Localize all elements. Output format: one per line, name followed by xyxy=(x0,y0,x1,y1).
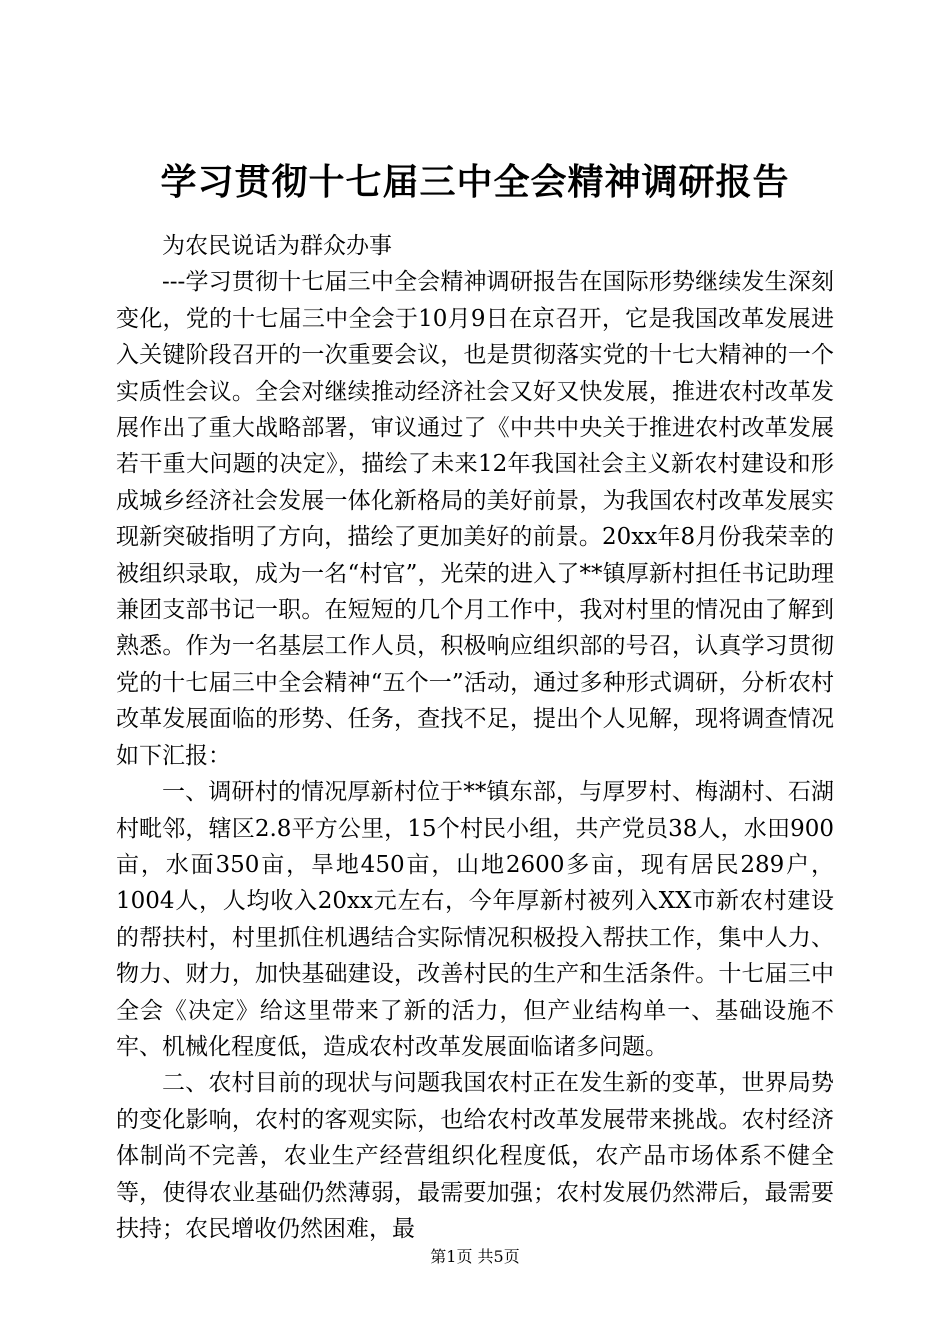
page-footer: 第1页 共5页 xyxy=(430,1247,520,1266)
section-two-paragraph: 二、农村目前的现状与问题我国农村正在发生新的变革，世界局势的变化影响，农村的客观实际，也给农村改革发展带来挑战。农村经济体制尚不完善，农业生产经营组织化程度低，农产品市场体系不健全等，使得农业基础仍然薄弱，最需要加强；农村发展仍然滞后，最需要扶持；农民增收仍然困难，最 xyxy=(116,1070,834,1242)
intro-paragraph: ---学习贯彻十七届三中全会精神调研报告在国际形势继续发生深刻变化，党的十七届三中全会于10月9日在京召开，它是我国改革发展进入关键阶段召开的一次重要会议，也是贯彻落实党的十七大精神的一个实质性会议。全会对继续推动经济社会又好又快发展，推进农村改革发展作出了重大战略部署，审议通过了《中共中央关于推进农村改革发展若干重大问题的决定》，描绘了未来12年我国社会主义新农村建设和形成城乡经济社会发展一体化新格局的美好前景，为我国农村改革发展实现新突破指明了方向，描绘了更加美好的前景。20xx年8月份我荣幸的被组织录取，成为一名“村官”，光荣的进入了**镇厚新村担任书记助理兼团支部书记一职。在短短的几个月工作中，我对村里的情况由了解到熟悉。作为一名基层工作人员，积极响应组织部的号召，认真学习贯彻党的十七届三中全会精神“五个一”活动，通过多种形式调研，分析农村改革发展面临的形势、任务，查找不足，提出个人见解，现将调查情况如下汇报： xyxy=(116,269,834,769)
document-title: 学习贯彻十七届三中全会精神调研报告 xyxy=(160,161,790,203)
section-one-paragraph: 一、调研村的情况厚新村位于**镇东部，与厚罗村、梅湖村、石湖村毗邻，辖区2.8平方公里，15个村民小组，共产党员38人，水田900亩，水面350亩，旱地450亩，山地2600多亩，现有居民289户，1004人，人均收入20xx元左右，今年厚新村被列入XX市新农村建设的帮扶村，村里抓住机遇结合实际情况积极投入帮扶工作，集中人力、物力、财力，加快基础建设，改善村民的生产和生活条件。十七届三中全会《决定》给这里带来了新的活力，但产业结构单一、基础设施不牢、机械化程度低，造成农村改革发展面临诸多问题。 xyxy=(116,779,834,1060)
document-body xyxy=(116,228,834,1247)
subtitle-paragraph: 为农民说话为群众办事 xyxy=(162,233,392,259)
